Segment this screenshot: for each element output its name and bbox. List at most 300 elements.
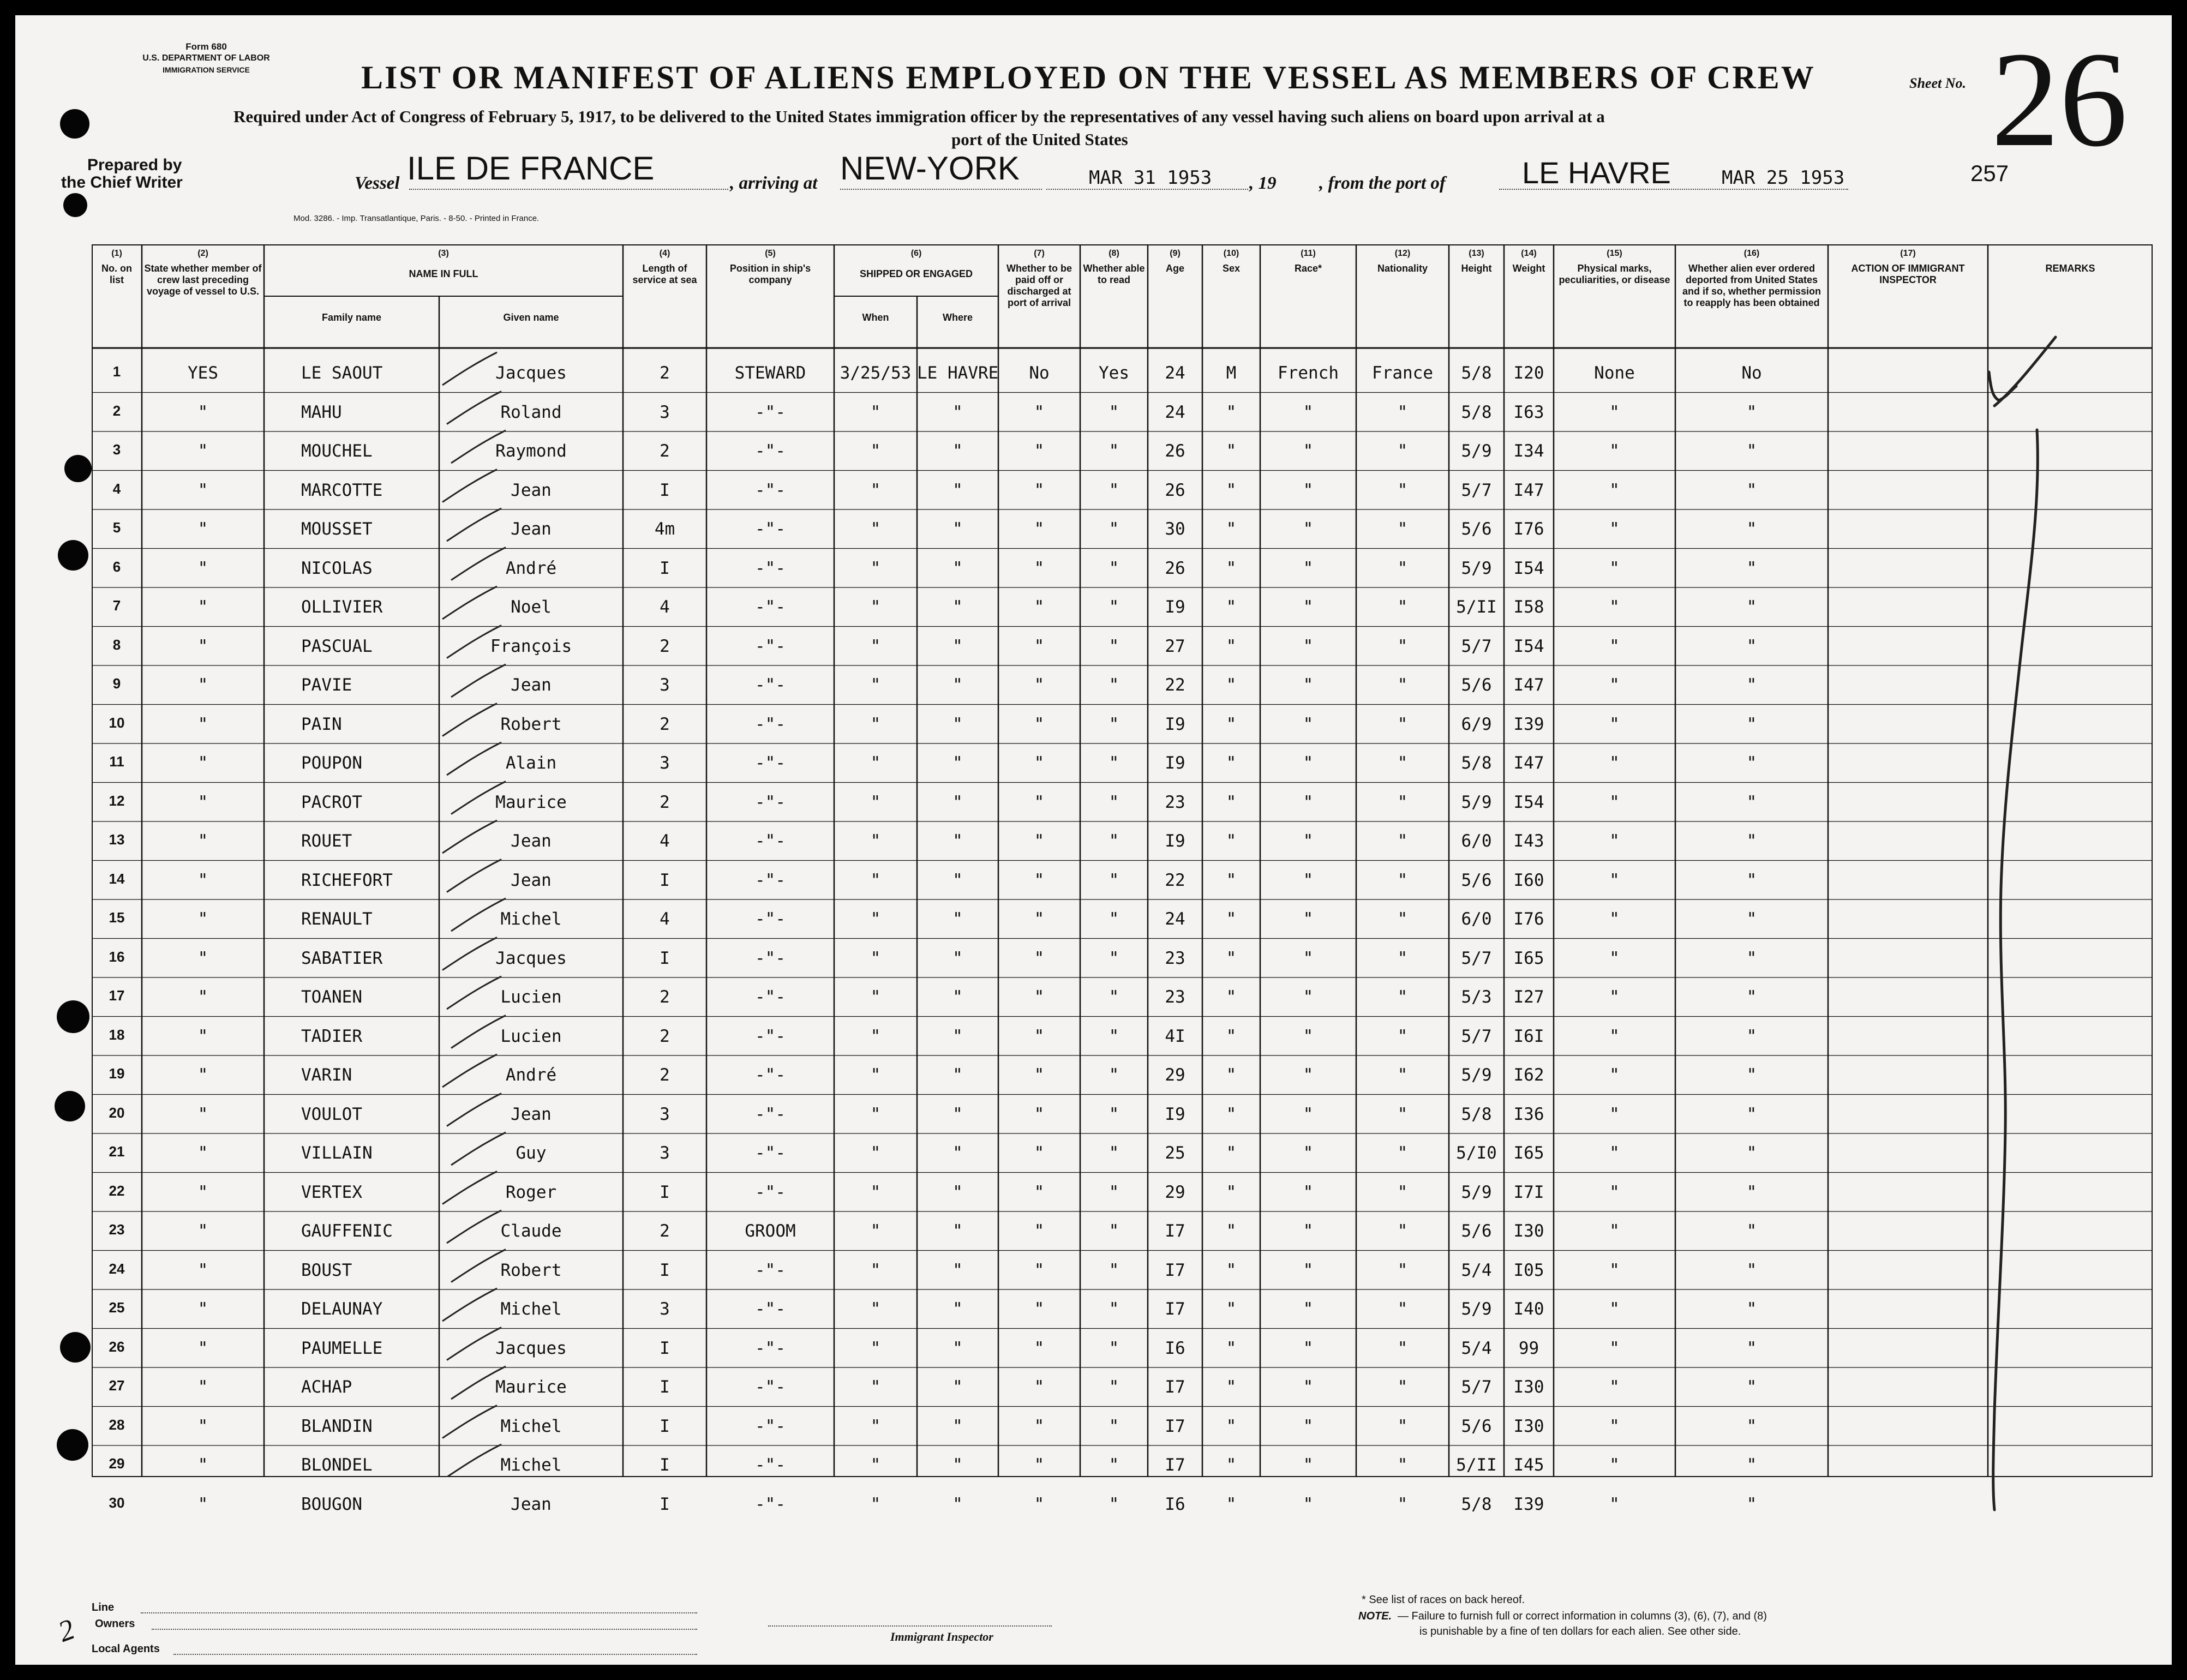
table-cell: Robert (500, 714, 562, 734)
table-cell: I43 (1513, 831, 1544, 851)
form-number: Form 680 (185, 41, 227, 52)
table-row (92, 1173, 2153, 1212)
table-row (92, 821, 2153, 861)
table-cell: I9 (1165, 831, 1185, 851)
table-cell: " (1034, 831, 1045, 851)
table-cell: " (1034, 1416, 1045, 1436)
table-cell: 5/8 (1461, 402, 1492, 422)
line-label: Line (92, 1601, 115, 1613)
column-header: No. on list (101, 263, 132, 285)
punch-hole (57, 1429, 88, 1461)
table-cell: " (1397, 1104, 1408, 1124)
table-cell: " (1034, 1221, 1045, 1241)
table-cell: " (197, 597, 208, 617)
table-cell: 5/8 (1461, 1104, 1492, 1124)
table-cell: Jean (511, 480, 552, 500)
column-header: REMARKS (2045, 263, 2095, 274)
manifest-sheet (15, 15, 2172, 1665)
table-cell: Jacques (495, 948, 567, 968)
table-cell: I47 (1513, 753, 1544, 773)
table-cell: " (197, 753, 208, 773)
table-cell: " (952, 675, 963, 695)
table-cell: " (1109, 714, 1119, 734)
table-cell: 5/4 (1461, 1260, 1492, 1280)
table-cell: I60 (1513, 870, 1544, 890)
table-cell: I (660, 1377, 670, 1397)
column-subheader: When (862, 312, 889, 323)
table-cell: " (952, 402, 963, 422)
table-cell: " (1303, 558, 1314, 578)
table-cell: " (1609, 480, 1620, 500)
table-cell: 2 (660, 1221, 670, 1241)
table-cell: " (952, 1221, 963, 1241)
table-cell: TOANEN (301, 987, 362, 1007)
table-cell: " (1226, 1338, 1237, 1358)
table-cell: " (1034, 1143, 1045, 1163)
table-cell: " (1034, 1338, 1045, 1358)
table-cell: " (1609, 636, 1620, 656)
table-cell: " (1303, 1065, 1314, 1085)
table-cell: 5/9 (1461, 441, 1492, 461)
table-cell: 29 (109, 1455, 125, 1472)
table-cell: I (660, 1494, 670, 1514)
table-cell: Robert (500, 1260, 562, 1280)
table-cell: " (1034, 636, 1045, 656)
table-cell: " (1303, 987, 1314, 1007)
table-cell: I39 (1513, 714, 1544, 734)
table-cell: " (1034, 402, 1045, 422)
table-cell: 6/9 (1461, 714, 1492, 734)
table-cell: 19 (109, 1065, 125, 1082)
table-cell: " (1109, 1143, 1119, 1163)
table-cell: " (870, 1260, 881, 1280)
table-cell: 6/0 (1461, 909, 1492, 929)
column-header: ACTION OF IMMIGRANT INSPECTOR (1851, 263, 1965, 285)
table-row (92, 1445, 2153, 1485)
table-cell: " (1034, 1299, 1045, 1319)
table-cell: " (1226, 909, 1237, 929)
table-cell: " (1034, 948, 1045, 968)
table-cell: " (197, 402, 208, 422)
table-cell: -"- (755, 636, 786, 656)
table-row (92, 1133, 2153, 1173)
table-cell: 2 (660, 1026, 670, 1046)
punch-hole (60, 109, 89, 139)
table-cell: 22 (1165, 870, 1185, 890)
table-cell: " (870, 1221, 881, 1241)
table-cell: PAUMELLE (301, 1338, 383, 1358)
table-cell: " (1109, 987, 1119, 1007)
table-cell: " (1397, 1026, 1408, 1046)
table-cell: 6/0 (1461, 831, 1492, 851)
table-cell: " (1303, 792, 1314, 812)
page-code: 257 (1970, 160, 2009, 186)
table-cell: " (1609, 1260, 1620, 1280)
table-cell: " (1034, 1026, 1045, 1046)
table-cell: " (952, 1260, 963, 1280)
table-cell: " (1303, 1455, 1314, 1475)
column-number: (14) (1521, 249, 1537, 258)
table-cell: " (1397, 1221, 1408, 1241)
departure-port: LE HAVRE (1522, 155, 1671, 190)
table-cell: " (1746, 1494, 1757, 1514)
table-cell: " (197, 1494, 208, 1514)
table-cell: -"- (755, 1338, 786, 1358)
table-cell: " (1397, 714, 1408, 734)
table-cell: I (660, 480, 670, 500)
table-cell: " (952, 1143, 963, 1163)
table-cell: " (952, 714, 963, 734)
table-cell: " (1397, 1494, 1408, 1514)
table-cell: " (197, 675, 208, 695)
table-cell: " (1226, 1143, 1237, 1163)
table-cell: " (870, 753, 881, 773)
race-note: * See list of races on back hereof. (1362, 1594, 1525, 1606)
arriving-label: , arriving at (730, 173, 818, 193)
inspector-label: Immigrant Inspector (890, 1630, 993, 1643)
column-number: (7) (1034, 249, 1045, 258)
table-cell: " (1109, 1221, 1119, 1241)
table-cell: André (505, 558, 557, 578)
table-cell: -"- (755, 1299, 786, 1319)
table-cell: No (1029, 363, 1050, 383)
table-cell: I (660, 558, 670, 578)
table-cell: " (1034, 1104, 1045, 1124)
table-row (92, 471, 2153, 510)
table-cell: NICOLAS (301, 558, 373, 578)
table-row (92, 1289, 2153, 1329)
table-cell: " (952, 441, 963, 461)
table-cell: 30 (109, 1494, 125, 1511)
table-cell: " (1109, 1416, 1119, 1436)
table-cell: " (1746, 441, 1757, 461)
table-cell: " (1609, 1065, 1620, 1085)
table-cell: 23 (1165, 792, 1185, 812)
table-cell: " (197, 480, 208, 500)
table-cell: 24 (1165, 363, 1185, 383)
table-cell: Maurice (495, 792, 567, 812)
arrival-date-stamp: MAR 31 1953 (1089, 167, 1212, 189)
table-cell: Michel (500, 1416, 562, 1436)
table-cell: 2 (660, 714, 670, 734)
table-cell: " (1609, 831, 1620, 851)
column-header: Nationality (1377, 263, 1428, 274)
owners-label: Owners (95, 1618, 135, 1630)
table-cell: " (1397, 831, 1408, 851)
table-cell: " (1746, 1416, 1757, 1436)
table-row (92, 939, 2153, 978)
table-row (92, 1017, 2153, 1056)
vessel-rule (409, 189, 728, 190)
table-cell: " (1226, 558, 1237, 578)
table-cell: French (1278, 363, 1339, 383)
table-row (92, 861, 2153, 900)
table-cell: 5/6 (1461, 1221, 1492, 1241)
table-cell: " (1226, 1377, 1237, 1397)
column-header: Length of service at sea (632, 263, 697, 285)
table-cell: I (660, 1416, 670, 1436)
table-cell: I6 (1165, 1338, 1185, 1358)
column-header: Height (1461, 263, 1492, 274)
table-cell: 2 (660, 987, 670, 1007)
table-cell: I9 (1165, 753, 1185, 773)
column-header: Weight (1512, 263, 1545, 274)
table-cell: PASCUAL (301, 636, 373, 656)
table-row (92, 1329, 2153, 1368)
table-cell: " (1609, 1416, 1620, 1436)
table-cell: " (1609, 753, 1620, 773)
table-row (92, 899, 2153, 939)
table-cell: " (1303, 597, 1314, 617)
table-cell: " (870, 1026, 881, 1046)
table-cell: " (197, 870, 208, 890)
table-cell: -"- (755, 948, 786, 968)
table-cell: " (1034, 558, 1045, 578)
table-cell: I05 (1513, 1260, 1544, 1280)
table-cell: RENAULT (301, 909, 373, 929)
table-cell: " (1109, 519, 1119, 539)
table-cell: " (1109, 675, 1119, 695)
table-cell: " (1397, 753, 1408, 773)
table-cell: " (1226, 714, 1237, 734)
table-cell: " (952, 1338, 963, 1358)
table-cell: -"- (755, 909, 786, 929)
table-cell: BOUGON (301, 1494, 362, 1514)
table-cell: " (952, 1182, 963, 1202)
table-cell: " (1226, 987, 1237, 1007)
table-cell: Lucien (500, 1026, 562, 1046)
table-row (92, 627, 2153, 666)
table-cell: LE SAOUT (301, 363, 383, 383)
table-cell: 13 (109, 831, 125, 848)
table-row (92, 393, 2153, 432)
table-cell: " (1746, 558, 1757, 578)
table-cell: " (1226, 1494, 1237, 1514)
note-line-1: — Failure to furnish full or correct information in columns (3), (6), (7), and (8) (1398, 1610, 1767, 1622)
table-cell: 3 (660, 753, 670, 773)
table-row (92, 353, 2153, 393)
table-cell: None (1594, 363, 1635, 383)
table-cell: " (952, 987, 963, 1007)
table-cell: Guy (516, 1143, 547, 1163)
column-number: (13) (1469, 249, 1484, 258)
table-cell: 22 (1165, 675, 1185, 695)
table-cell: 3 (660, 402, 670, 422)
table-cell: " (1397, 987, 1408, 1007)
table-cell: " (1397, 675, 1408, 695)
table-cell: " (952, 909, 963, 929)
table-cell: " (1609, 675, 1620, 695)
table-row (92, 743, 2153, 783)
department-name: U.S. DEPARTMENT OF LABOR (142, 53, 270, 63)
table-cell: 5/9 (1461, 558, 1492, 578)
table-cell: 4 (660, 597, 670, 617)
table-cell: 3 (112, 441, 121, 458)
table-cell: Jacques (495, 363, 567, 383)
table-cell: " (1303, 1104, 1314, 1124)
table-cell: " (197, 1182, 208, 1202)
table-cell: " (1109, 1299, 1119, 1319)
table-cell: Jean (511, 675, 552, 695)
vessel-name: ILE DE FRANCE (407, 150, 655, 187)
table-cell: Yes (1099, 363, 1129, 383)
table-cell: " (1746, 1143, 1757, 1163)
table-cell: " (1303, 1221, 1314, 1241)
table-cell: " (1109, 1377, 1119, 1397)
table-cell: " (1746, 987, 1757, 1007)
table-cell: André (505, 1065, 557, 1085)
column-header: Sex (1222, 263, 1241, 274)
column-number: (2) (197, 249, 208, 258)
table-cell: GROOM (745, 1221, 796, 1241)
table-row (92, 665, 2153, 705)
table-cell: 5/8 (1461, 363, 1492, 383)
table-cell: " (870, 714, 881, 734)
table-cell: 5/6 (1461, 1416, 1492, 1436)
table-cell: 24 (1165, 402, 1185, 422)
column-header: Whether able to read (1083, 263, 1145, 285)
table-cell: " (870, 480, 881, 500)
table-cell: PACROT (301, 792, 362, 812)
table-cell: 2 (660, 363, 670, 383)
sheet-number: 26 (1991, 24, 2128, 175)
table-cell: " (1746, 402, 1757, 422)
table-cell: -"- (755, 558, 786, 578)
table-cell: " (1109, 792, 1119, 812)
punch-hole (58, 540, 88, 571)
table-cell: " (1226, 1221, 1237, 1241)
note-line-2: is punishable by a fine of ten dollars for each alien. See other side. (1419, 1625, 1741, 1637)
table-cell: -"- (755, 402, 786, 422)
table-cell: " (1303, 753, 1314, 773)
table-cell: " (870, 831, 881, 851)
table-cell: " (1609, 1143, 1620, 1163)
table-cell: -"- (755, 792, 786, 812)
table-cell: 12 (109, 792, 125, 809)
table-cell: -"- (755, 714, 786, 734)
table-cell: " (1303, 1494, 1314, 1514)
table-cell: " (1746, 753, 1757, 773)
table-cell: " (197, 1416, 208, 1436)
table-cell: " (952, 1065, 963, 1085)
table-cell: " (1397, 870, 1408, 890)
table-cell: " (1034, 1494, 1045, 1514)
table-cell: " (952, 597, 963, 617)
table-cell: " (952, 870, 963, 890)
column-subheader: Family name (321, 312, 382, 323)
table-cell: " (1226, 519, 1237, 539)
column-number: (4) (659, 249, 670, 258)
table-cell: 26 (1165, 558, 1185, 578)
column-number: (10) (1223, 249, 1239, 258)
table-cell: 5/7 (1461, 1377, 1492, 1397)
column-header: NAME IN FULL (409, 268, 478, 279)
table-cell: I47 (1513, 480, 1544, 500)
table-cell: " (870, 870, 881, 890)
column-number: (17) (1900, 249, 1916, 258)
table-cell: " (1397, 909, 1408, 929)
table-cell: " (1746, 1221, 1757, 1241)
column-number: (3) (438, 249, 449, 258)
table-cell: " (1609, 1494, 1620, 1514)
punch-hole (60, 1332, 91, 1363)
table-cell: I54 (1513, 792, 1544, 812)
table-cell: I7 (1165, 1299, 1185, 1319)
table-cell: 3 (660, 675, 670, 695)
departure-date-stamp: MAR 25 1953 (1722, 167, 1845, 189)
table-cell: Roland (500, 402, 562, 422)
table-cell: 30 (1165, 519, 1185, 539)
table-cell: " (1746, 636, 1757, 656)
table-cell: " (1109, 402, 1119, 422)
column-number: (1) (111, 249, 122, 258)
inspector-signature-line (768, 1625, 1052, 1627)
year-label: , 19 (1249, 173, 1277, 193)
table-cell: " (197, 1299, 208, 1319)
column-number: (15) (1607, 249, 1622, 258)
table-cell: " (1609, 1026, 1620, 1046)
table-cell: " (1397, 1338, 1408, 1358)
table-cell: 23 (1165, 987, 1185, 1007)
table-cell: " (1034, 597, 1045, 617)
table-cell: " (870, 1143, 881, 1163)
table-cell: " (1609, 948, 1620, 968)
table-cell: " (1609, 1221, 1620, 1241)
table-cell: I9 (1165, 597, 1185, 617)
table-cell: 23 (109, 1221, 125, 1238)
table-cell: " (1303, 636, 1314, 656)
table-cell: Jean (511, 519, 552, 539)
table-cell: 1 (112, 363, 121, 380)
table-cell: " (1609, 558, 1620, 578)
table-cell: 14 (109, 870, 125, 887)
table-cell: " (952, 831, 963, 851)
table-cell: " (1303, 831, 1314, 851)
table-cell: " (1746, 1026, 1757, 1046)
table-cell: 5/8 (1461, 1494, 1492, 1514)
table-cell: " (197, 1104, 208, 1124)
table-cell: 26 (1165, 480, 1185, 500)
table-cell: 5/7 (1461, 636, 1492, 656)
table-cell: MAHU (301, 402, 342, 422)
table-cell: " (1397, 519, 1408, 539)
table-cell: 5/7 (1461, 480, 1492, 500)
table-cell: " (1609, 1455, 1620, 1475)
table-cell: 21 (109, 1143, 125, 1160)
table-cell: " (1746, 675, 1757, 695)
table-cell: " (1226, 831, 1237, 851)
prepared-by-line-2: the Chief Writer (61, 173, 183, 191)
table-cell: I6I (1513, 1026, 1544, 1046)
table-cell: " (197, 714, 208, 734)
table-cell: " (1303, 1260, 1314, 1280)
vessel-label: Vessel (355, 173, 400, 193)
table-cell: 5/7 (1461, 948, 1492, 968)
table-cell: " (1746, 1065, 1757, 1085)
punch-hole (64, 455, 92, 482)
table-cell: Jean (511, 870, 552, 890)
printer-imprint: Mod. 3286. - Imp. Transatlantique, Paris. - 8-50. - Printed in France. (293, 214, 540, 223)
table-cell: ROUET (301, 831, 352, 851)
table-cell: " (1109, 1338, 1119, 1358)
column-number: (5) (765, 249, 776, 258)
table-cell: " (1109, 1260, 1119, 1280)
table-cell: 10 (109, 714, 125, 731)
table-cell: 18 (109, 1026, 125, 1043)
column-header: Age (1165, 263, 1184, 274)
table-cell: " (1746, 909, 1757, 929)
table-cell: " (1397, 1377, 1408, 1397)
